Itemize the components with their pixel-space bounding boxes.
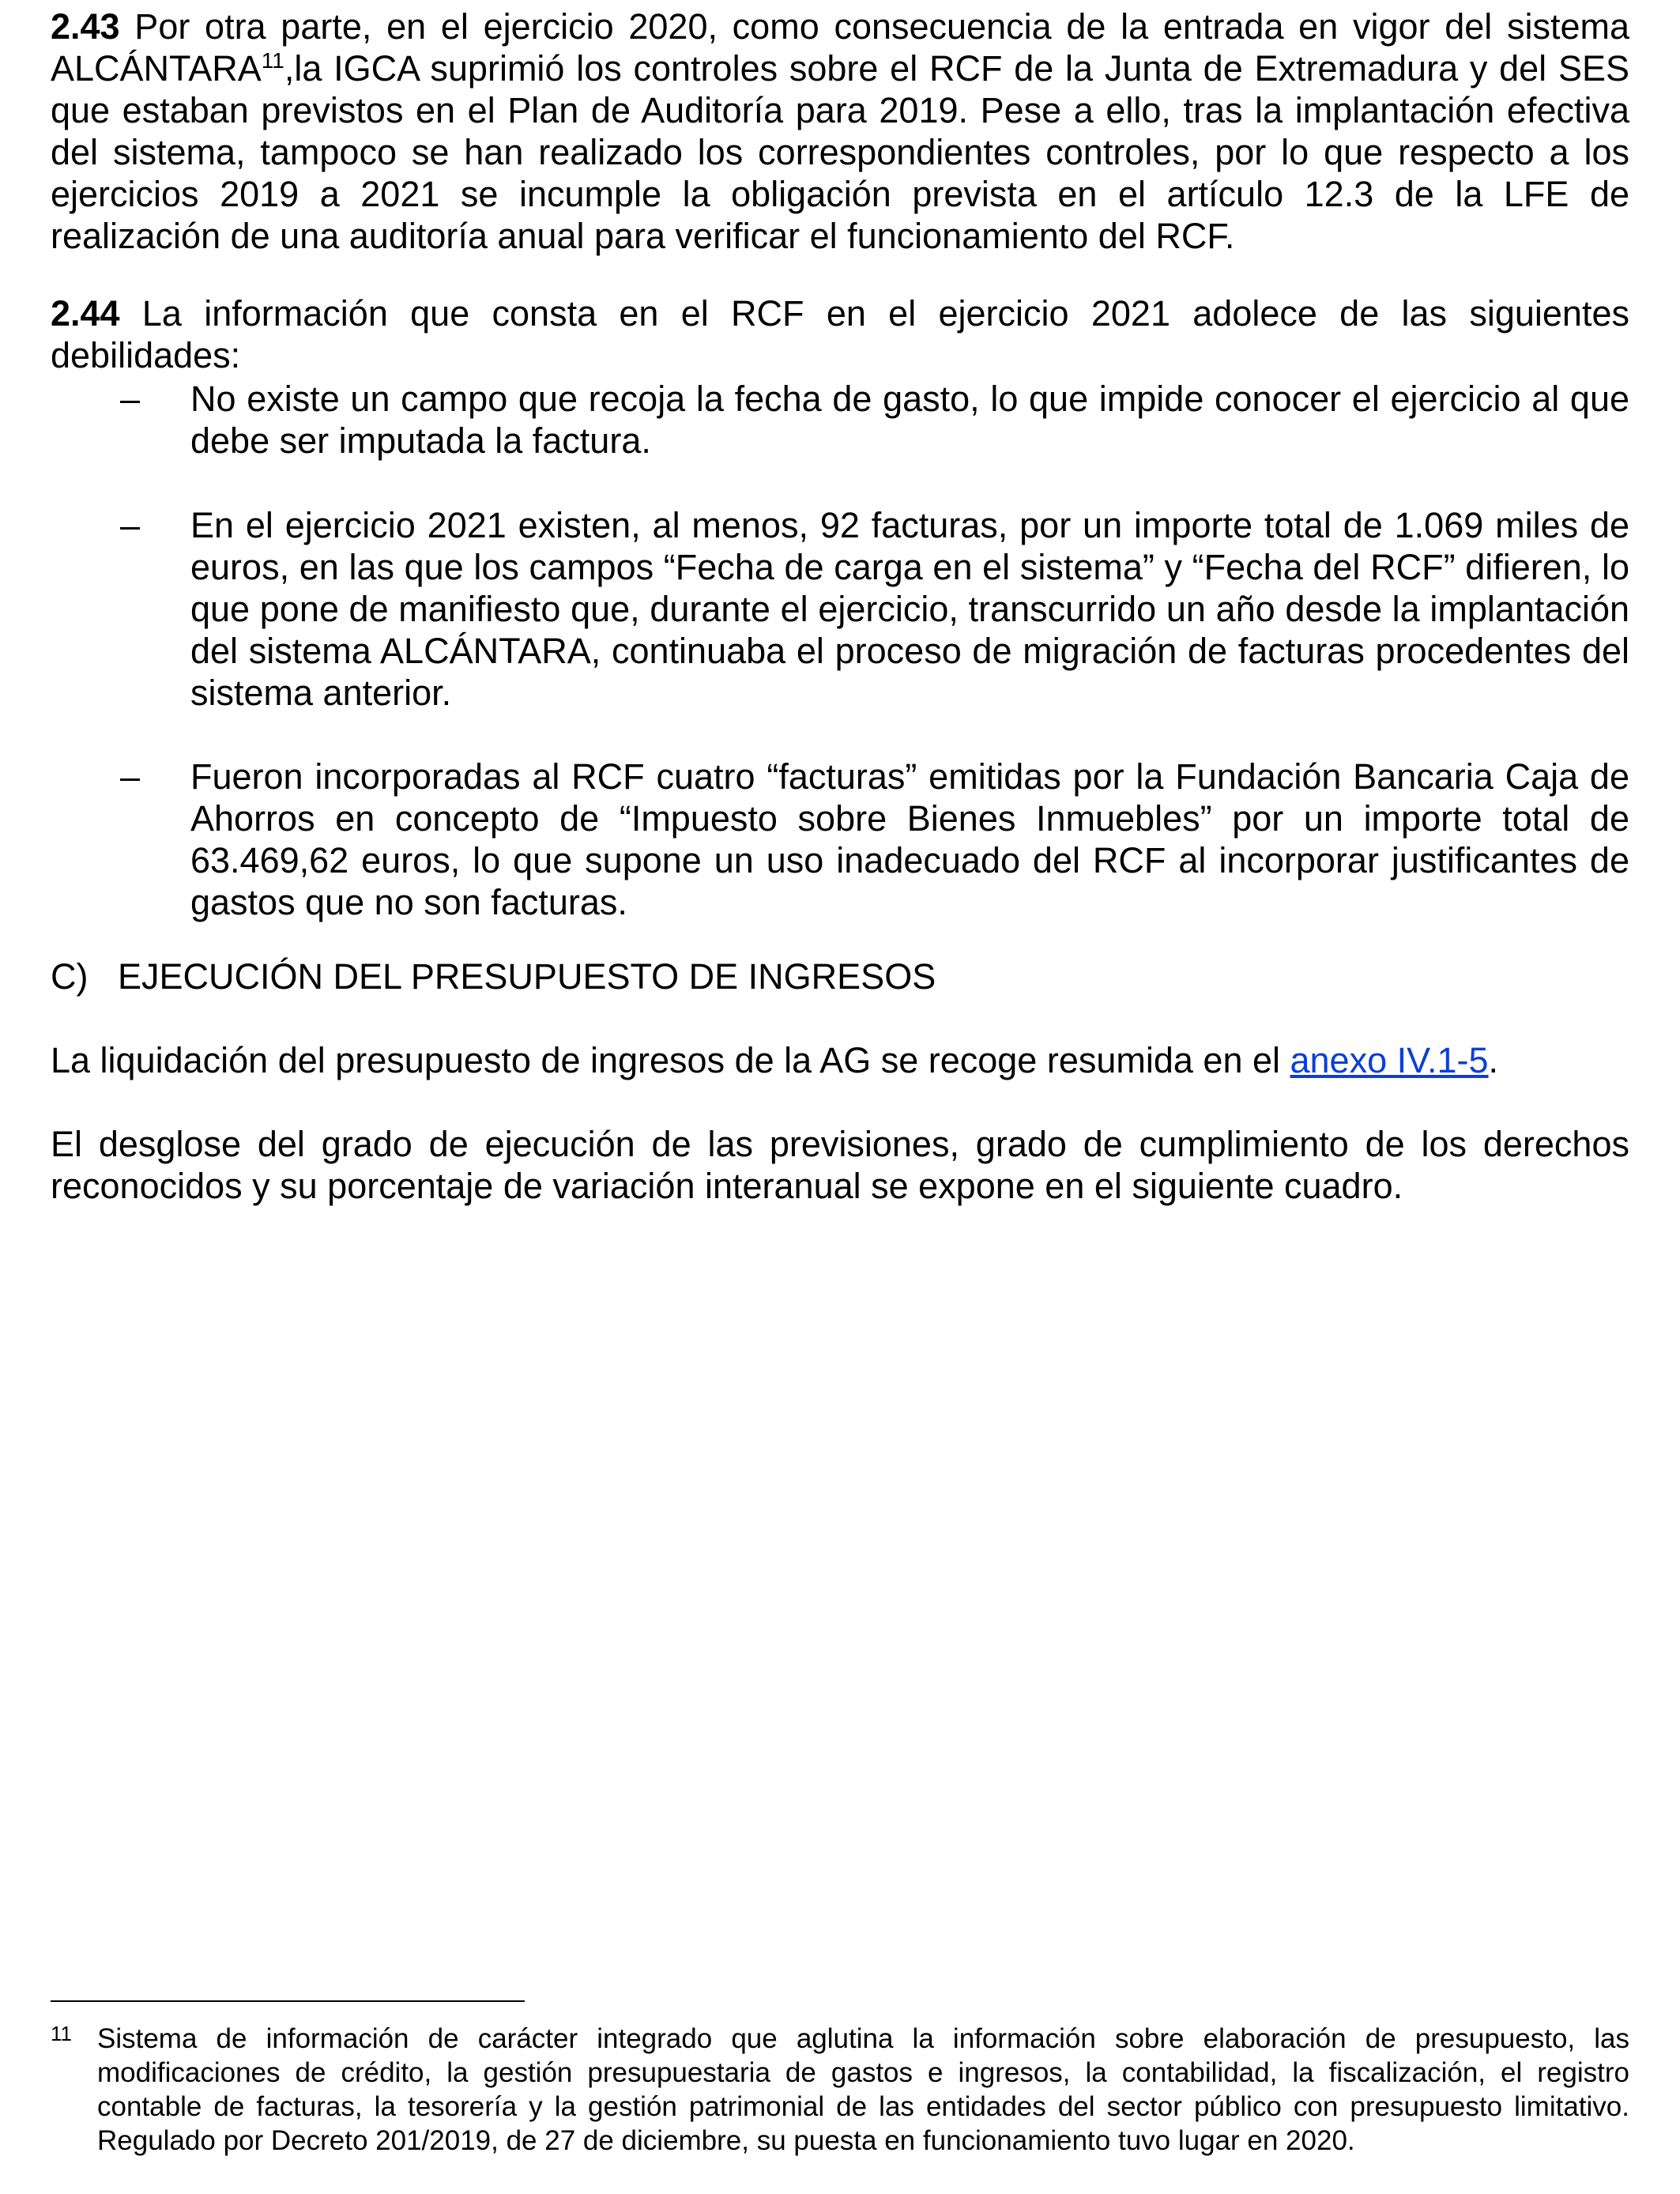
document-page: [51, 0, 1629, 2194]
paragraph-number: 2.44: [51, 293, 120, 334]
paragraph-number: 2.43: [51, 6, 120, 47]
dash-bullet-icon: –: [120, 379, 141, 419]
paragraph-text: La liquidación del presupuesto de ingresos de la AG se recoge resumida en el: [51, 1040, 1290, 1080]
paragraph-2-43: [51, 6, 1629, 257]
list-item-text: Fueron incorporadas al RCF cuatro “facturas” emitidas por la Fundación Bancaria Caja de Ahorros en concepto de “Impuesto sobre Bienes Inmuebles” por un importe total de 63.469,62 euros, lo que supone un uso inadecuado del RCF al incorporar justificantes de gastos que no son facturas.: [190, 756, 1629, 922]
paragraph-2-44: [51, 292, 1629, 376]
footnote-text: Sistema de información de carácter integrado que aglutina la información sobre elaboración de presupuesto, las modificaciones de crédito, la gestión presupuestaria de gastos e ingresos, la contabilidad, la fiscalización, el registro contable de facturas, la tesorería y la gestión patrimonial de las entidades del sector público con presupuesto limitativo. Regulado por Decreto 201/2019, de 27 de diciembre, su puesta en funcionamiento tuvo lugar en 2020.: [97, 2023, 1629, 2156]
paragraph-text: La información que consta en el RCF en el ejercicio 2021 adolece de las siguientes debilidades:: [51, 293, 1629, 375]
paragraph-liquidacion: [51, 1039, 1629, 1081]
paragraph-end: .: [1488, 1040, 1499, 1080]
paragraph-text-continued: ,la IGCA suprimió los controles sobre el RCF de la Junta de Extremadura y del SES que estaban previstos en el Plan de Auditoría para 2019. Pese a ello, tras la implantación efectiva del sistema, tampoco se han realizado los correspondientes controles, por lo que respecto a los ejercicios 2019 a 2021 se incumple la obligación prevista en el artículo 12.3 de la LFE de realización de una auditoría anual para verificar el funcionamiento del RCF.: [51, 48, 1629, 256]
dash-bullet-icon: –: [120, 505, 141, 545]
footnote-reference[interactable]: 11: [261, 48, 284, 73]
annex-link[interactable]: anexo IV.1-5: [1290, 1040, 1489, 1080]
footnote-number: 11: [51, 2022, 72, 2045]
list-item-text: No existe un campo que recoja la fecha de gasto, lo que impide conocer el ejercicio al que debe ser imputada la factura.: [190, 379, 1629, 461]
paragraph-desglose: El desglose del grado de ejecución de las previsiones, grado de cumplimiento de los derechos reconocidos y su porcentaje de variación interanual se expone en el siguiente cuadro.: [51, 1124, 1629, 1206]
dash-bullet-icon: –: [120, 756, 141, 797]
list-item-text: En el ejercicio 2021 existen, al menos, 92 facturas, por un importe total de 1.069 miles de euros, en las que los campos “Fecha de carga en el sistema” y “Fecha del RCF” difieren, lo que pone de manifiesto que, durante el ejercicio, transcurrido un año desde la implantación del sistema ALCÁNTARA, continuaba el proceso de migración de facturas procedentes del sistema anterior.: [190, 505, 1629, 713]
section-heading: C) EJECUCIÓN DEL PRESUPUESTO DE INGRESOS: [51, 956, 936, 997]
paragraph-text: Por otra parte, en el ejercicio 2020, como consecuencia de la entrada en vigor del sistema ALCÁNTARA: [51, 6, 1629, 89]
footnote-divider: [51, 2000, 525, 2002]
